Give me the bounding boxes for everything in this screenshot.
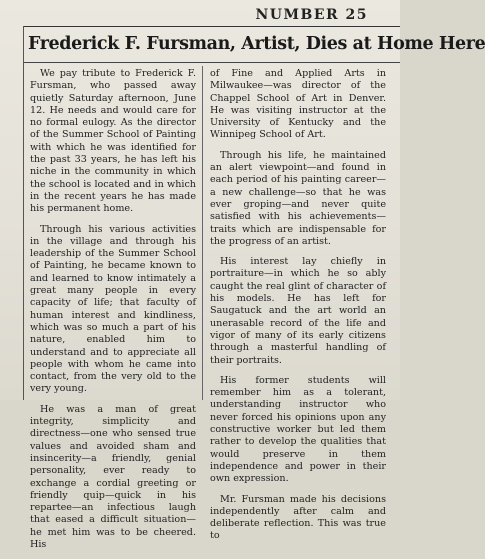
paragraph: His former students will remember him as a tolerant, understanding instructor who never forced his opinions upon any constructive worker but led them rather to develop the qualities that would preserve in them independence and power in their own expression. xyxy=(210,374,386,485)
issue-number: NUMBER 25 xyxy=(255,7,368,23)
left-column-rule xyxy=(23,26,24,400)
paragraph: of Fine and Applied Arts in Milwaukee—was director of the Chappel School of Art in Denver. He was visiting instructor at the University of Kentucky and the Winnipeg School of Art. xyxy=(210,68,386,141)
paragraph: Through his life, he maintained an alert viewpoint—and found in each period of his painting career—a new challenge—so that he was ever groping—and never quite satisfied with his achievements—traits which are indispensable for the progress of an artist. xyxy=(210,149,386,247)
paragraph: He was a man of great integrity, simplicity and directness—one who sensed true values and avoided sham and insincerity—a friendly, genial personality, ever ready to exchange a cordial greeting or friendly quip—quick in his repartee—an infectious laugh that eased a difficult situation—he met him was to be cheered. His xyxy=(30,403,196,550)
paragraph: His interest lay chiefly in portraiture—in which he so ably caught the real glint of character of his models. He has left for Saugatuck and the art world an unerasable record of the life and vigor of many of its early citizens through a masterful handling of their portraits. xyxy=(210,256,386,366)
column-divider xyxy=(202,66,203,400)
article-left-column xyxy=(30,68,196,559)
headline-rule xyxy=(24,62,400,63)
article-right-column xyxy=(210,68,386,551)
top-rule xyxy=(24,26,400,27)
article-headline: Frederick F. Fursman, Artist, Dies at Home Here xyxy=(28,34,485,54)
paragraph: Mr. Fursman made his decisions independently after calm and deliberate reflection. This was true to xyxy=(210,493,386,542)
paragraph: Through his various activities in the village and through his leadership of the Summer School of Painting, he became known to and learned to know intimately a great many people in every capacity of life; that faculty of human interest and kindliness, which was so much a part of his nature, enabled him to understand and to appreciate all people with whom he came into contact, from the very old to the very young. xyxy=(30,223,196,395)
paragraph: We pay tribute to Frederick F. Fursman, who passed away quietly Saturday afternoon, June 12. He needs and would care for no formal eulogy. As the director of the Summer School of Painting with which he was identified for the past 33 years, he has left his niche in the community in which the school is located and in which in the recent years he has made his permanent home. xyxy=(30,68,196,215)
